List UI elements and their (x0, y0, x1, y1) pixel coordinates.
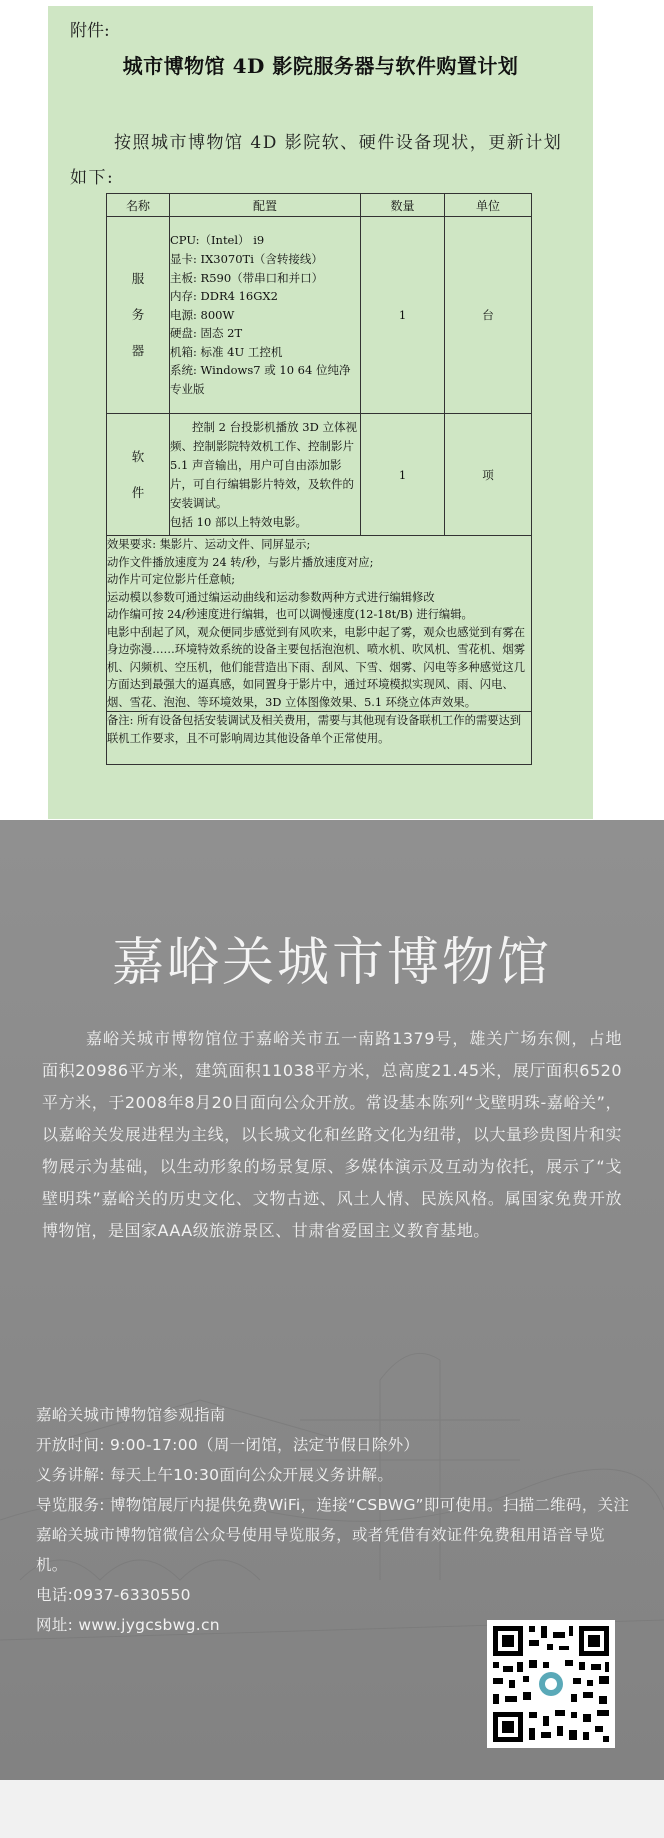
server-unit: 台 (445, 217, 532, 414)
header-unit: 单位 (445, 194, 532, 217)
config-line: CPU:（Intel） i9 (170, 233, 265, 248)
visit-guide (36, 1400, 636, 1640)
footer-bar (0, 1780, 664, 1838)
header-name: 名称 (107, 194, 170, 217)
effects-line: 动作文件播放速度为 24 转/秒，与影片播放速度对应; (107, 555, 374, 569)
config-line: 显卡: IX3070Ti（含转接线） (170, 251, 323, 266)
software-config-cell (170, 414, 361, 536)
guide-phone: 电话:0937-6330550 (36, 1586, 191, 1604)
server-name-char: 器 (131, 343, 145, 358)
effects-line: 运动模以参数可通过编运动曲线和运动参数两种方式进行编辑修改 (107, 590, 435, 604)
qr-code-icon[interactable] (487, 1620, 615, 1748)
museum-poster (0, 820, 664, 1780)
software-name-cell (107, 414, 170, 536)
effects-line: 动作编可按 24/秒速度进行编辑，也可以调慢速度(12-18t/B) 进行编辑。 (107, 608, 473, 621)
effects-paragraph: 电影中刮起了风，观众便同步感觉到有风吹来，电影中起了雾，观众也感觉到有雾在身边弥漫……环境特效系统的设备主要包括泡泡机、喷水机、吹风机、雪花机、烟雾机、闪频机、空压机，他们能营造出下雨、刮风、下雪、烟雾、闪电等多种感觉这几方面达到最强大的逼真感，如同置身于影片中，通过环境模拟实现风、雨、闪电、烟、雪花、泡泡、等环境效果，3D 立体图像效果、5.1 环绕立体声效果。 (107, 625, 525, 709)
effects-row (107, 536, 532, 712)
server-name-cell (107, 217, 170, 414)
header-quantity: 数量 (361, 194, 445, 217)
effects-cell (107, 536, 532, 712)
config-line: 硬盘: 固态 2T (170, 326, 243, 341)
software-description: 控制 2 台投影机播放 3D 立体视频、控制影院特效机工作、控制影片 5.1 声音输出，用户可自由添加影片，可自行编辑影片特效，及软件的安装调试。 (170, 419, 357, 510)
server-name-char: 务 (131, 307, 145, 322)
poster-description: 嘉峪关城市博物馆位于嘉峪关市五一南路1379号，雄关广场东侧，占地面积20986平方米，建筑面积11038平方米，总高度21.45米，展厅面积6520平方米，于2008年8月20日面向公众开放。常设基本陈列“戈壁明珠-嘉峪关”，以嘉峪关发展进程为主线，以长城文化和丝路文化为纽带，以大量珍贵图片和实物展示为基础，以生动形象的场景复原、多媒体演示及互动为依托，展示了“戈壁明珠”嘉峪关的历史文化、文物古迹、风土人情、民族风格。属国家免费开放博物馆，是国家AAA级旅游景区、甘肃省爱国主义教育基地。 (42, 1029, 622, 1240)
purchase-table (106, 193, 532, 765)
intro-paragraph: 按照城市博物馆 4D 影院软、硬件设备现状，更新计划如下: (70, 133, 563, 188)
header-config: 配置 (170, 194, 361, 217)
server-config-cell (170, 217, 361, 414)
software-quantity: 1 (361, 414, 445, 536)
table-header-row (107, 194, 532, 217)
software-unit: 项 (445, 414, 532, 536)
poster-title: 嘉峪关城市博物馆 (111, 933, 552, 993)
guide-heading: 嘉峪关城市博物馆参观指南 (36, 1406, 226, 1424)
config-line: 系统: Windows7 或 10 64 位纯净 (170, 363, 351, 378)
config-line: 电源: 800W (170, 307, 235, 322)
attachment-label: 附件: (70, 21, 110, 41)
config-line: 主板: R590（带串口和并口） (170, 270, 324, 285)
qr-code-graphic (487, 1620, 615, 1748)
config-line: 机箱: 标准 4U 工控机 (170, 344, 283, 359)
note-row (107, 712, 532, 765)
document-title: 城市博物馆 4D 影院服务器与软件购置计划 (122, 54, 519, 78)
effects-line: 效果要求: 集影片、运动文件、同屏显示; (107, 538, 311, 551)
document-page (48, 6, 593, 819)
server-row (107, 217, 532, 414)
config-line: 内存: DDR4 16GX2 (170, 289, 278, 304)
config-line: 专业版 (170, 382, 205, 397)
software-row (107, 414, 532, 536)
server-quantity: 1 (361, 217, 445, 414)
guide-tours: 义务讲解: 每天上午10:30面向公众开展义务讲解。 (36, 1466, 394, 1484)
note-cell: 备注: 所有设备包括安装调试及相关费用，需要与其他现有设备联机工作的需要达到联机工作要求，且不可影响周边其他设备单个正常使用。 (107, 712, 532, 765)
effects-line: 动作片可定位影片任意帧; (107, 573, 236, 586)
guide-service: 导览服务: 博物馆展厅内提供免费WiFi，连接“CSBWG”即可使用。扫描二维码，关注嘉峪关城市博物馆微信公众号使用导览服务，或者凭借有效证件免费租用语音导览机。 (36, 1496, 630, 1574)
software-name-char: 件 (131, 484, 145, 500)
software-extra: 包括 10 部以上特效电影。 (170, 514, 307, 529)
guide-hours: 开放时间: 9:00-17:00（周一闭馆，法定节假日除外） (36, 1436, 420, 1454)
server-name-char: 服 (131, 271, 145, 286)
software-name-char: 软 (131, 448, 145, 464)
guide-website[interactable]: 网址: www.jygcsbwg.cn (36, 1616, 220, 1634)
